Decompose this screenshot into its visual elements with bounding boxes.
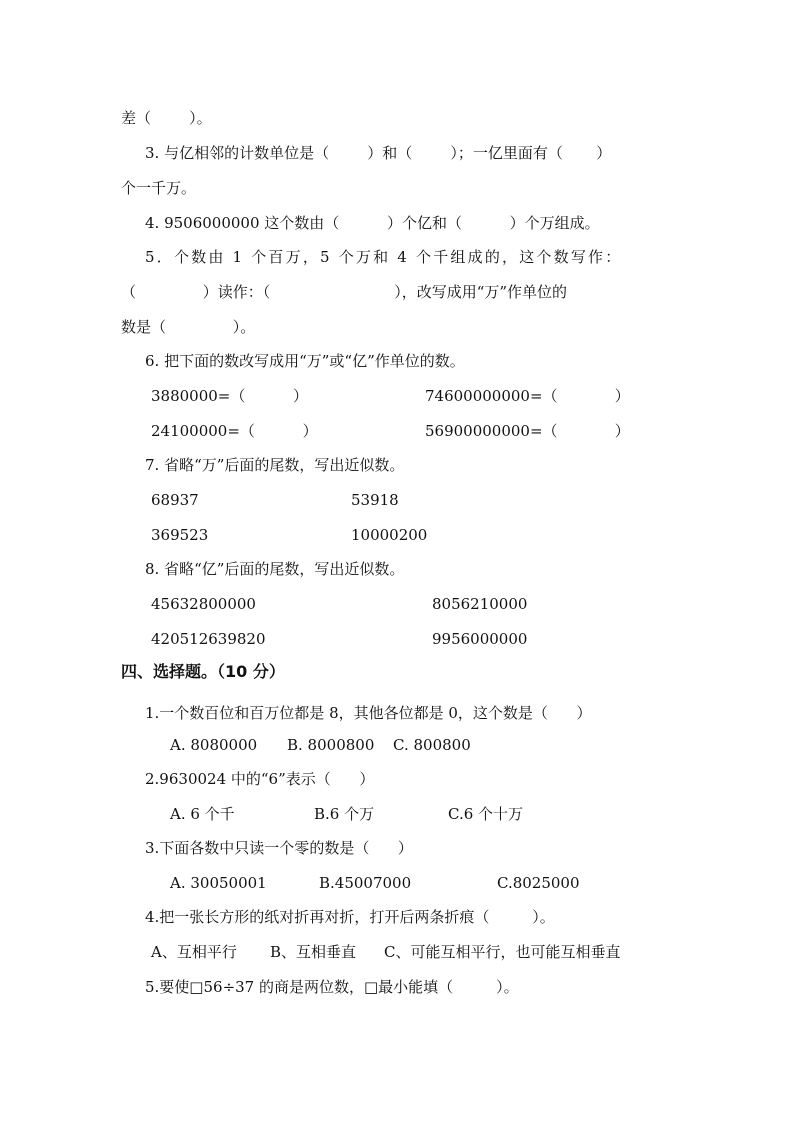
- q8-item-3: 420512639820: [151, 630, 266, 648]
- q8-item-1: 45632800000: [151, 595, 256, 613]
- choice-3-option-b: B.45007000: [319, 874, 412, 892]
- q6-item-3: 24100000=（ ）: [151, 422, 318, 440]
- question-8: 8. 省略“亿”后面的尾数，写出近似数。: [145, 560, 405, 578]
- choice-1-option-c: C. 800800: [393, 736, 471, 754]
- question-5-line-2: （ ）读作：（ ），改写成用“万”作单位的: [121, 283, 568, 301]
- question-7: 7. 省略“万”后面的尾数，写出近似数。: [145, 456, 405, 474]
- choice-4-option-c: C、可能互相平行，也可能互相垂直: [384, 943, 621, 961]
- choice-question-3: 3.下面各数中只读一个零的数是（ ）: [145, 839, 413, 857]
- choice-4-option-a: A、互相平行: [151, 943, 237, 961]
- q6-item-2: 74600000000=（ ）: [425, 387, 630, 405]
- question-4: 4. 9506000000 这个数由（ ）个亿和（ ）个万组成。: [145, 214, 600, 232]
- choice-2-option-b: B.6 个万: [314, 805, 375, 823]
- choice-3-option-c: C.8025000: [497, 874, 580, 892]
- section-heading: 四、选择题。（10 分）: [121, 662, 285, 681]
- question-5: 5．个数由 1 个百万，5 个万和 4 个千组成的，这个数写作：: [145, 248, 623, 266]
- choice-question-5: 5.要使□56÷37 的商是两位数，□最小能填（ ）。: [145, 978, 519, 996]
- question-3-continuation: 个一千万。: [121, 179, 197, 197]
- choice-4-option-b: B、互相垂直: [270, 943, 357, 961]
- question-6: 6. 把下面的数改写成用“万”或“亿”作单位的数。: [145, 352, 465, 370]
- q8-item-2: 8056210000: [432, 595, 528, 613]
- choice-question-1: 1.一个数百位和百万位都是 8，其他各位都是 0，这个数是（ ）: [145, 704, 592, 722]
- question-5-line-3: 数是（ ）。: [121, 318, 256, 336]
- q6-item-4: 56900000000=（ ）: [425, 422, 630, 440]
- q7-item-2: 53918: [351, 491, 399, 509]
- q7-item-1: 68937: [151, 491, 199, 509]
- q7-item-4: 10000200: [351, 526, 428, 544]
- q8-item-4: 9956000000: [432, 630, 528, 648]
- line-continuation: 差（ ）。: [121, 109, 212, 127]
- choice-1-option-a: A. 8080000: [170, 736, 258, 754]
- choice-3-option-a: A. 30050001: [170, 874, 267, 892]
- choice-question-4: 4.把一张长方形的纸对折再对折，打开后两条折痕（ ）。: [145, 908, 555, 926]
- choice-question-2: 2.9630024 中的“6”表示（ ）: [145, 770, 375, 788]
- q6-item-1: 3880000=（ ）: [151, 387, 309, 405]
- choice-1-option-b: B. 8000800: [287, 736, 375, 754]
- q7-item-3: 369523: [151, 526, 209, 544]
- question-3: 3. 与亿相邻的计数单位是（ ）和（ ）；一亿里面有（ ）: [145, 144, 612, 162]
- choice-2-option-c: C.6 个十万: [448, 805, 524, 823]
- choice-2-option-a: A. 6 个千: [170, 805, 235, 823]
